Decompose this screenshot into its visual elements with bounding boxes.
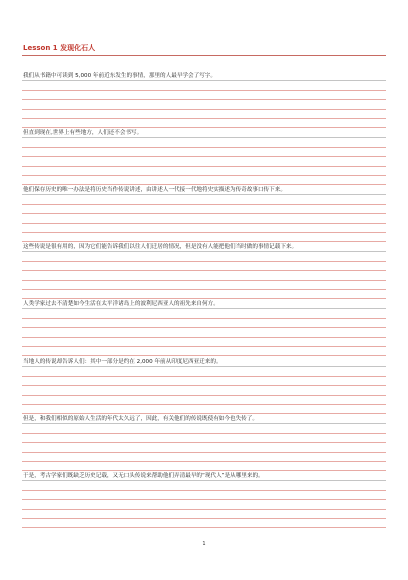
writing-line	[22, 138, 386, 147]
writing-line	[22, 443, 386, 452]
writing-line	[22, 100, 386, 109]
writing-line	[22, 148, 386, 157]
writing-line	[22, 386, 386, 395]
sentence-text: 但是，和我们相似的原始人生活的年代太久远了，因此，有关他们的传说既使有如今也失传了。	[23, 416, 258, 422]
writing-line	[22, 309, 386, 318]
paragraph-block	[22, 243, 386, 299]
lesson-title: Lesson 1 发现化石人	[23, 44, 96, 52]
writing-line	[22, 347, 386, 356]
writing-line	[22, 176, 386, 185]
sentence-text: 他们保存历史的唯一办法是将历史当作传说讲述，由讲述人一代接一代地将史实描述为传奇故事口传下来。	[23, 187, 286, 193]
writing-line	[22, 271, 386, 280]
writing-line	[22, 338, 386, 347]
writing-line	[22, 119, 386, 128]
writing-line	[22, 319, 386, 328]
writing-line	[22, 205, 386, 214]
writing-line	[22, 396, 386, 405]
writing-line	[22, 157, 386, 166]
writing-line	[22, 167, 386, 176]
sentence-text: 但直到现在,世界上有些地方，人们还不会书写。	[23, 130, 143, 136]
writing-line	[22, 110, 386, 119]
writing-line	[22, 434, 386, 443]
writing-line	[22, 491, 386, 500]
page-number: 1	[202, 541, 206, 547]
writing-line	[22, 405, 386, 414]
writing-line	[22, 500, 386, 509]
sentence-text: 当地人的传说却告诉人们：其中一部分是约在 2,000 年前从印度尼西亚迁来的。	[23, 359, 222, 365]
paragraph-block	[22, 186, 386, 242]
writing-line	[22, 328, 386, 337]
writing-line	[22, 224, 386, 233]
writing-line	[22, 290, 386, 299]
writing-line	[22, 462, 386, 471]
writing-line	[22, 519, 386, 528]
writing-line	[22, 195, 386, 204]
writing-line	[22, 91, 386, 100]
writing-line	[22, 481, 386, 490]
writing-line	[22, 377, 386, 386]
paragraph-block	[22, 300, 386, 356]
paragraph-block	[22, 415, 386, 471]
paragraph-block	[22, 358, 386, 414]
writing-line	[22, 510, 386, 519]
sentence-text: 我们从书籍中可读到 5,000 年前近东发生的事情，那里的人最早学会了写字。	[23, 73, 216, 79]
paragraph-block	[22, 129, 386, 185]
writing-line	[22, 453, 386, 462]
writing-line	[22, 367, 386, 376]
paragraph-block	[22, 72, 386, 128]
paragraph-block	[22, 472, 386, 528]
writing-line	[22, 233, 386, 242]
sentence-text: 于是，考古学家们既缺乏历史记载，又无口头传说来帮助他们弄清最早的“现代人”是从哪里来的。	[23, 473, 264, 479]
writing-line	[22, 424, 386, 433]
writing-line	[22, 252, 386, 261]
writing-line	[22, 81, 386, 90]
sentence-text: 这些传说是很有用的，因为它们能告诉我们以往人们迁居的情况，但是没有人能把他们当时做的事情记载下来。	[23, 244, 298, 250]
writing-line	[22, 214, 386, 223]
title-rule	[22, 55, 386, 56]
writing-line	[22, 262, 386, 271]
sentence-text: 人类学家过去不清楚如今生活在太平洋诸岛上的波利尼西亚人的祖先来自何方。	[23, 301, 219, 307]
writing-line	[22, 281, 386, 290]
